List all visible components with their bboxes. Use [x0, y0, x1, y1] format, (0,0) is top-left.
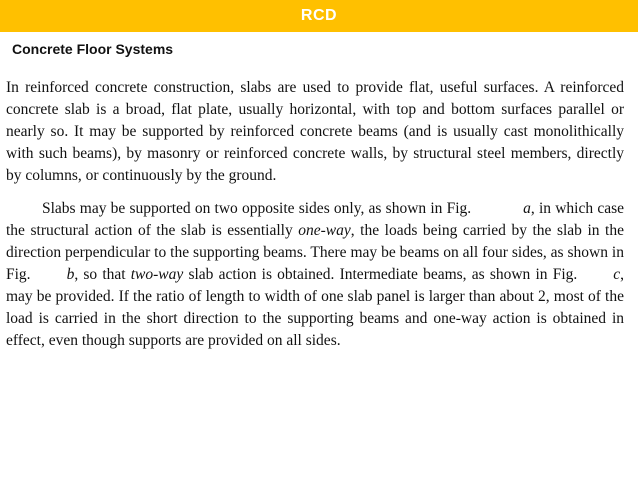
paragraph-slab-support — [6, 198, 624, 352]
figure-ref-c: c — [613, 266, 621, 283]
text-segment: Slabs may be supported on two opposite sides only, as shown in Fig. — [42, 200, 472, 217]
text-segment: , so that — [74, 266, 126, 283]
slide-title: RCD — [300, 7, 338, 24]
text-segment: , may be provided. If the ratio of length to width of one slab panel is larger than about 2, most of the load is carried in the short direction to the supporting beams and one-way action is obtained in effect, even though supports are provided on all sides. — [6, 266, 625, 349]
text-segment: , the loads being carried by the slab in the direction perpendicular to the supporting beams. There may be beams on all four sides, as shown in Fig. — [6, 222, 624, 283]
paragraph-intro: In reinforced concrete construction, slabs are used to provide flat, useful surfaces. A reinforced concrete slab is a broad, flat plate, usually horizontal, with top and bottom surfaces parallel or nearly so. It may be supported by reinforced concrete beams (and is usually cast monolithically with such beams), by masonry or reinforced concrete walls, by structural steel members, directly by columns, or continuously by the ground. — [6, 79, 624, 184]
title-bar — [0, 0, 638, 32]
text-segment: , in which case the structural action of the slab is essentially — [6, 200, 624, 239]
figure-ref-a: a — [523, 200, 531, 217]
section-heading: Concrete Floor Systems — [12, 41, 174, 57]
emphasis-two-way: two-way — [130, 266, 184, 283]
text-segment: slab action is obtained. Intermediate beams, as shown in Fig. — [188, 266, 578, 283]
figure-ref-b: b — [66, 266, 75, 283]
emphasis-one-way: one-way — [298, 222, 351, 239]
